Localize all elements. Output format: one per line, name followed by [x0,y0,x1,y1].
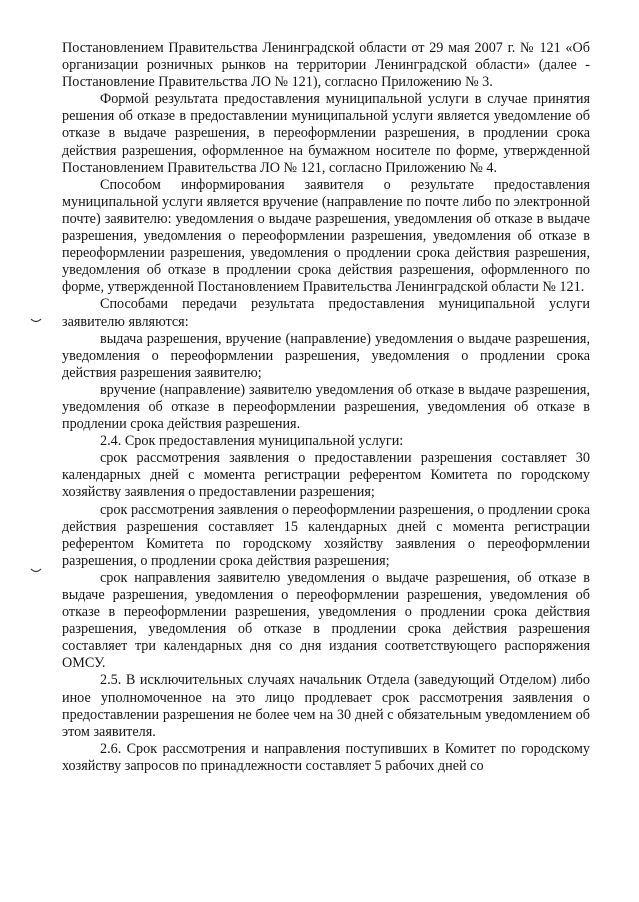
paragraph-12: 2.6. Срок рассмотрения и направления поступивших в Комитет по городскому хозяйству запросов по принадлежности составляет 5 рабочих дней со [62,740,590,774]
paragraph-9: срок рассмотрения заявления о переоформлении разрешения, о продлении срока действия разрешения составляет 15 календарных дней с момента регистрации референтом Комитета по городскому хозяйству заявления о переоформлении разрешения, о продлении срока действия разрешения; [62,501,590,569]
paragraph-11: 2.5. В исключительных случаях начальник Отдела (заведующий Отделом) либо иное уполномоченное на это лицо продлевает срок рассмотрения заявления о предоставлении разрешения не более чем на 30 дней с обязательным уведомлением об этом заявителя. [62,672,590,740]
paragraph-7: 2.4. Срок предоставления муниципальной услуги: [100,433,404,450]
paragraph-8: срок рассмотрения заявления о предоставлении разрешения составляет 30 календарных дней с момента регистрации референтом Комитета по городскому хозяйству заявления о предоставлении разрешения; [62,450,590,501]
paragraph-2: Формой результата предоставления муниципальной услуги в случае принятия решения об отказе в предоставлении муниципальной услуги является уведомление об отказе в выдаче разрешения, в переоформлении разрешения, в продлении срока действия разрешения, оформленное на бумажном носителе по форме, утвержденной Постановлением Правительства ЛО № 121, согласно Приложению № 4. [62,91,590,176]
paragraph-4: Способами передачи результата предоставления муниципальной услуги заявителю являются: [62,296,590,330]
paragraph-1: Постановлением Правительства Ленинградской области от 29 мая 2007 г. № 121 «Об организации розничных рынков на территории Ленинградской области» (далее - Постановление Правительства ЛО № 121), согласно Приложению № 3. [62,40,590,91]
paragraph-10: срок направления заявителю уведомления о выдаче разрешения, об отказе в выдаче разрешения, уведомления о переоформлении разрешения, уведомления об отказе в переоформлении разрешения, уведомления о продлении срока действия разрешения, уведомления об отказе в продлении срока действия разрешения составляет три календарных дня со дня издания соответствующего распоряжения ОМСУ. [62,569,590,672]
binding-hole-mark-upper [30,318,42,324]
paragraph-5: выдача разрешения, вручение (направление) уведомления о выдаче разрешения, уведомления о переоформлении разрешения, уведомления о продлении срока действия разрешения заявителю; [62,330,590,381]
paragraph-3: Способом информирования заявителя о результате предоставления муниципальной услуги является вручение (направление по почте либо по электронной почте) заявителю: уведомления о выдаче разрешения, уведомления об отказе в выдаче разрешения, уведомления о переоформлении разрешения, уведомления об отказе в переоформлении разрешения, уведомления о продлении срока действия разрешения, уведомления об отказе в продлении срока действия разрешения, оформленного по форме, утвержденной Постановлением Правительства Ленинградской области № 121. [62,176,590,296]
paragraph-6: вручение (направление) заявителю уведомления об отказе в выдаче разрешения, уведомления об отказе в переоформлении разрешения, уведомления об отказе в продлении срока действия разрешения. [62,381,590,433]
document-page [62,40,590,775]
binding-hole-mark-lower [30,568,42,574]
